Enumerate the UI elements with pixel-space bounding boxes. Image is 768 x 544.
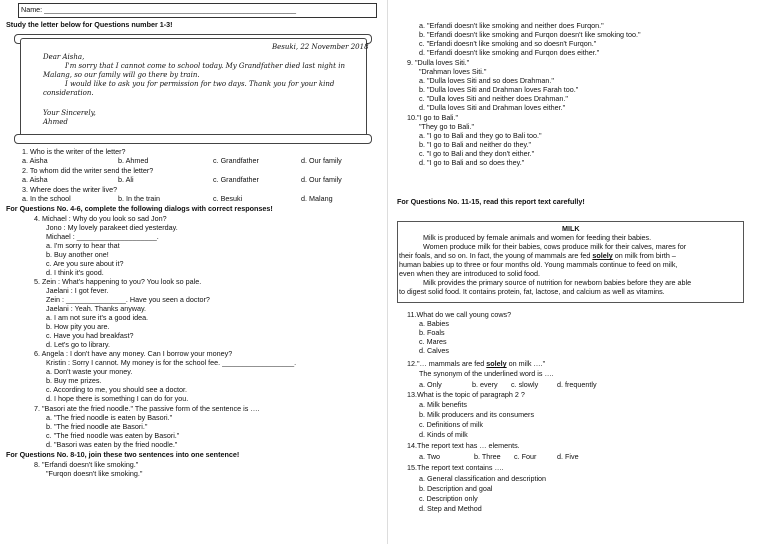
q3-option-c: c. Besuki — [213, 194, 243, 203]
letter-closing: Your Sincerely, — [43, 109, 96, 117]
q5-option-b: b. How pity you are. — [46, 322, 110, 331]
scroll-bottom-decoration — [14, 134, 372, 144]
q5-line: Zein : _______________. Have you seen a doctor? — [46, 295, 210, 304]
report-line: Milk is produced by female animals and women for feeding their babies. — [423, 233, 652, 242]
q9-option-b: b. "Dulla loves Siti and Drahman loves Farah too." — [419, 85, 579, 94]
q9-option-d: d. "Dulla loves Siti and Drahman loves either." — [419, 103, 566, 112]
q4-option-a: a. I'm sorry to hear that — [46, 241, 120, 250]
q7-option-c: c. "The fried noodle was eaten by Basori." — [46, 431, 180, 440]
report-line: Milk provides the primary source of nutrition for newborn babies before they are able — [423, 278, 692, 287]
q10-line: "They go to Bali." — [419, 122, 475, 131]
q12-option-d: d. frequently — [557, 380, 597, 389]
report-line: Women produce milk for their babies, cows produce milk for their calves, mares for — [423, 242, 687, 251]
letter-p1-line2: Malang, so our family will go there by train. — [43, 71, 200, 79]
q1-option-a: a. Aisha — [22, 156, 48, 165]
name-label: Name: _______________________________________________________________ — [21, 5, 296, 14]
q9-option-c: c. "Dulla loves Siti and neither does Drahman." — [419, 94, 568, 103]
letter-date: Besuki, 22 November 2018 — [272, 43, 369, 51]
q13-option-c: c. Definitions of milk — [419, 420, 483, 429]
q3-option-b: b. In the train — [118, 194, 160, 203]
q5-option-c: c. Have you had breakfast? — [46, 331, 134, 340]
q8-option-d: d. "Erfandi doesn't like smoking and Furqon does either." — [419, 48, 600, 57]
report-keyword-solely: solely — [592, 251, 613, 260]
q7-option-d: d. "Basori was eaten by the fried noodle." — [46, 440, 178, 449]
q11-line: 11.What do we call young cows? — [407, 310, 512, 319]
report-line — [399, 251, 676, 260]
q7-option-a: a. "The fried noodle is eaten by Basori." — [46, 413, 173, 422]
question-3: 3. Where does the writer live? — [22, 185, 118, 194]
q4-line: 4. Michael : Why do you look so sad Jon? — [34, 214, 167, 223]
report-line: human babies up to three or four months old. Young mammals continue to feed on milk, — [399, 260, 678, 269]
q14-option-a: a. Two — [419, 452, 441, 461]
q3-option-d: d. Malang — [301, 194, 333, 203]
q8-option-a: a. "Erfandi doesn't like smoking and neither does Furqon." — [419, 21, 604, 30]
report-line-part: on milk from birth – — [614, 251, 676, 260]
q1-option-d: d. Our family — [301, 156, 342, 165]
q14-option-b: b. Three — [474, 452, 501, 461]
q15-option-c: c. Description only — [419, 494, 478, 503]
q13-line: 13.What is the topic of paragraph 2 ? — [407, 390, 525, 399]
q4-line: Jono : My lovely parakeet died yesterday. — [46, 223, 178, 232]
q10-line: 10."I go to Bali." — [407, 113, 459, 122]
q6-line: Kristin : Sorry I cannot. My money is for the school fee. __________________. — [46, 358, 297, 367]
column-divider — [387, 0, 388, 544]
q10-option-d: d. "I go to Bali and so does they." — [419, 158, 525, 167]
q15-option-a: a. General classification and description — [419, 474, 547, 483]
q5-line: Jaelani : Yeah. Thanks anyway. — [46, 304, 147, 313]
q1-option-c: c. Grandfather — [213, 156, 259, 165]
q9-line: "Drahman loves Siti." — [419, 67, 487, 76]
question-2: 2. To whom did the writer send the letter? — [22, 166, 154, 175]
q6-option-d: d. I hope there is something I can do for you. — [46, 394, 189, 403]
q3-option-a: a. In the school — [22, 194, 71, 203]
letter-p2-line2: consideration. — [43, 89, 94, 97]
q4-option-b: b. Buy another one! — [46, 250, 109, 259]
q12-line — [407, 359, 545, 368]
q6-line: 6. Angela : I don't have any money. Can I borrow your money? — [34, 349, 233, 358]
q5-option-d: d. Let's go to library. — [46, 340, 110, 349]
q15-option-b: b. Description and goal — [419, 484, 493, 493]
q1-option-b: b. Ahmed — [118, 156, 149, 165]
q11-option-a: a. Babies — [419, 319, 449, 328]
q12-keyword-solely: solely — [486, 359, 507, 368]
q11-option-b: b. Foals — [419, 328, 445, 337]
letter-intro: Study the letter below for Questions number 1-3! — [6, 20, 173, 29]
q13-option-a: a. Milk benefits — [419, 400, 467, 409]
letter-p1-line1: I'm sorry that I cannot come to school today. My Grandfather died last night in — [65, 62, 345, 70]
q10-option-c: c. "I go to Bali and they don't either." — [419, 149, 535, 158]
section-report-heading: For Questions No. 11-15, read this report text carefully! — [397, 197, 585, 206]
q14-option-d: d. Five — [557, 452, 579, 461]
q2-option-b: b. Ali — [118, 175, 134, 184]
report-line-part: their foals, and so on. In fact, the young of mammals are fed — [399, 251, 591, 260]
q11-option-c: c. Mares — [419, 337, 447, 346]
q8-line: "Furqon doesn't like smoking." — [46, 469, 143, 478]
q11-option-d: d. Calves — [419, 346, 449, 355]
q8-line: 8. "Erfandi doesn't like smoking." — [34, 460, 139, 469]
q2-option-c: c. Grandfather — [213, 175, 259, 184]
q12-stem: The synonym of the underlined word is …. — [419, 369, 554, 378]
q12-part: on milk …." — [508, 359, 546, 368]
q4-line: Michael : ____________________. — [46, 232, 159, 241]
letter-greeting: Dear Aisha, — [43, 53, 85, 61]
q4-option-d: d. I think it's good. — [46, 268, 104, 277]
q10-option-a: a. "I go to Bali and they go to Bali too." — [419, 131, 542, 140]
q4-option-c: c. Are you sure about it? — [46, 259, 124, 268]
report-title: MILK — [562, 224, 580, 233]
report-line: to digest solid food. It contains protein, fat, lactose, and calcium as well as vitamins. — [399, 287, 665, 296]
q12-option-c: c. slowly — [511, 380, 539, 389]
report-line: even when they are introduced to solid food. — [399, 269, 541, 278]
q15-option-d: d. Step and Method — [419, 504, 482, 513]
q12-part: 12."… mammals are fed — [407, 359, 485, 368]
q13-option-d: d. Kinds of milk — [419, 430, 468, 439]
q2-option-d: d. Our family — [301, 175, 342, 184]
q2-option-a: a. Aisha — [22, 175, 48, 184]
letter-signature: Ahmed — [43, 118, 68, 126]
letter-p2-line1: I would like to ask you for permission for two days. Thank you for your kind — [65, 80, 335, 88]
q12-option-b: b. every — [472, 380, 498, 389]
q6-option-a: a. Don't waste your money. — [46, 367, 133, 376]
q8-option-b: b. "Erfandi doesn't like smoking and Furqon doesn't like smoking too." — [419, 30, 641, 39]
q5-line: 5. Zein : What's happening to you? You look so pale. — [34, 277, 202, 286]
q14-option-c: c. Four — [514, 452, 537, 461]
q7-option-b: b. "The fried noodle ate Basori." — [46, 422, 148, 431]
q15-line: 15.The report text contains …. — [407, 463, 504, 472]
q5-line: Jaelani : I got fever. — [46, 286, 109, 295]
q9-line: 9. "Dulla loves Siti." — [407, 58, 470, 67]
q6-option-b: b. Buy me prizes. — [46, 376, 102, 385]
q9-option-a: a. "Dulla loves Siti and so does Drahman." — [419, 76, 554, 85]
section-join-heading: For Questions No. 8-10, join these two sentences into one sentence! — [6, 450, 240, 459]
q12-option-a: a. Only — [419, 380, 442, 389]
q8-option-c: c. "Erfandi doesn't like smoking and so doesn't Furqon." — [419, 39, 597, 48]
section-dialogs-heading: For Questions No. 4-6, complete the following dialogs with correct responses! — [6, 204, 273, 213]
q13-option-b: b. Milk producers and its consumers — [419, 410, 535, 419]
q14-line: 14.The report text has … elements. — [407, 441, 520, 450]
q5-option-a: a. I am not sure it's a good idea. — [46, 313, 149, 322]
question-1: 1. Who is the writer of the letter? — [22, 147, 126, 156]
q10-option-b: b. "I go to Bali and neither do they." — [419, 140, 532, 149]
q6-option-c: c. According to me, you should see a doctor. — [46, 385, 188, 394]
q7-line: 7. "Basori ate the fried noodle." The passive form of the sentence is …. — [34, 404, 260, 413]
